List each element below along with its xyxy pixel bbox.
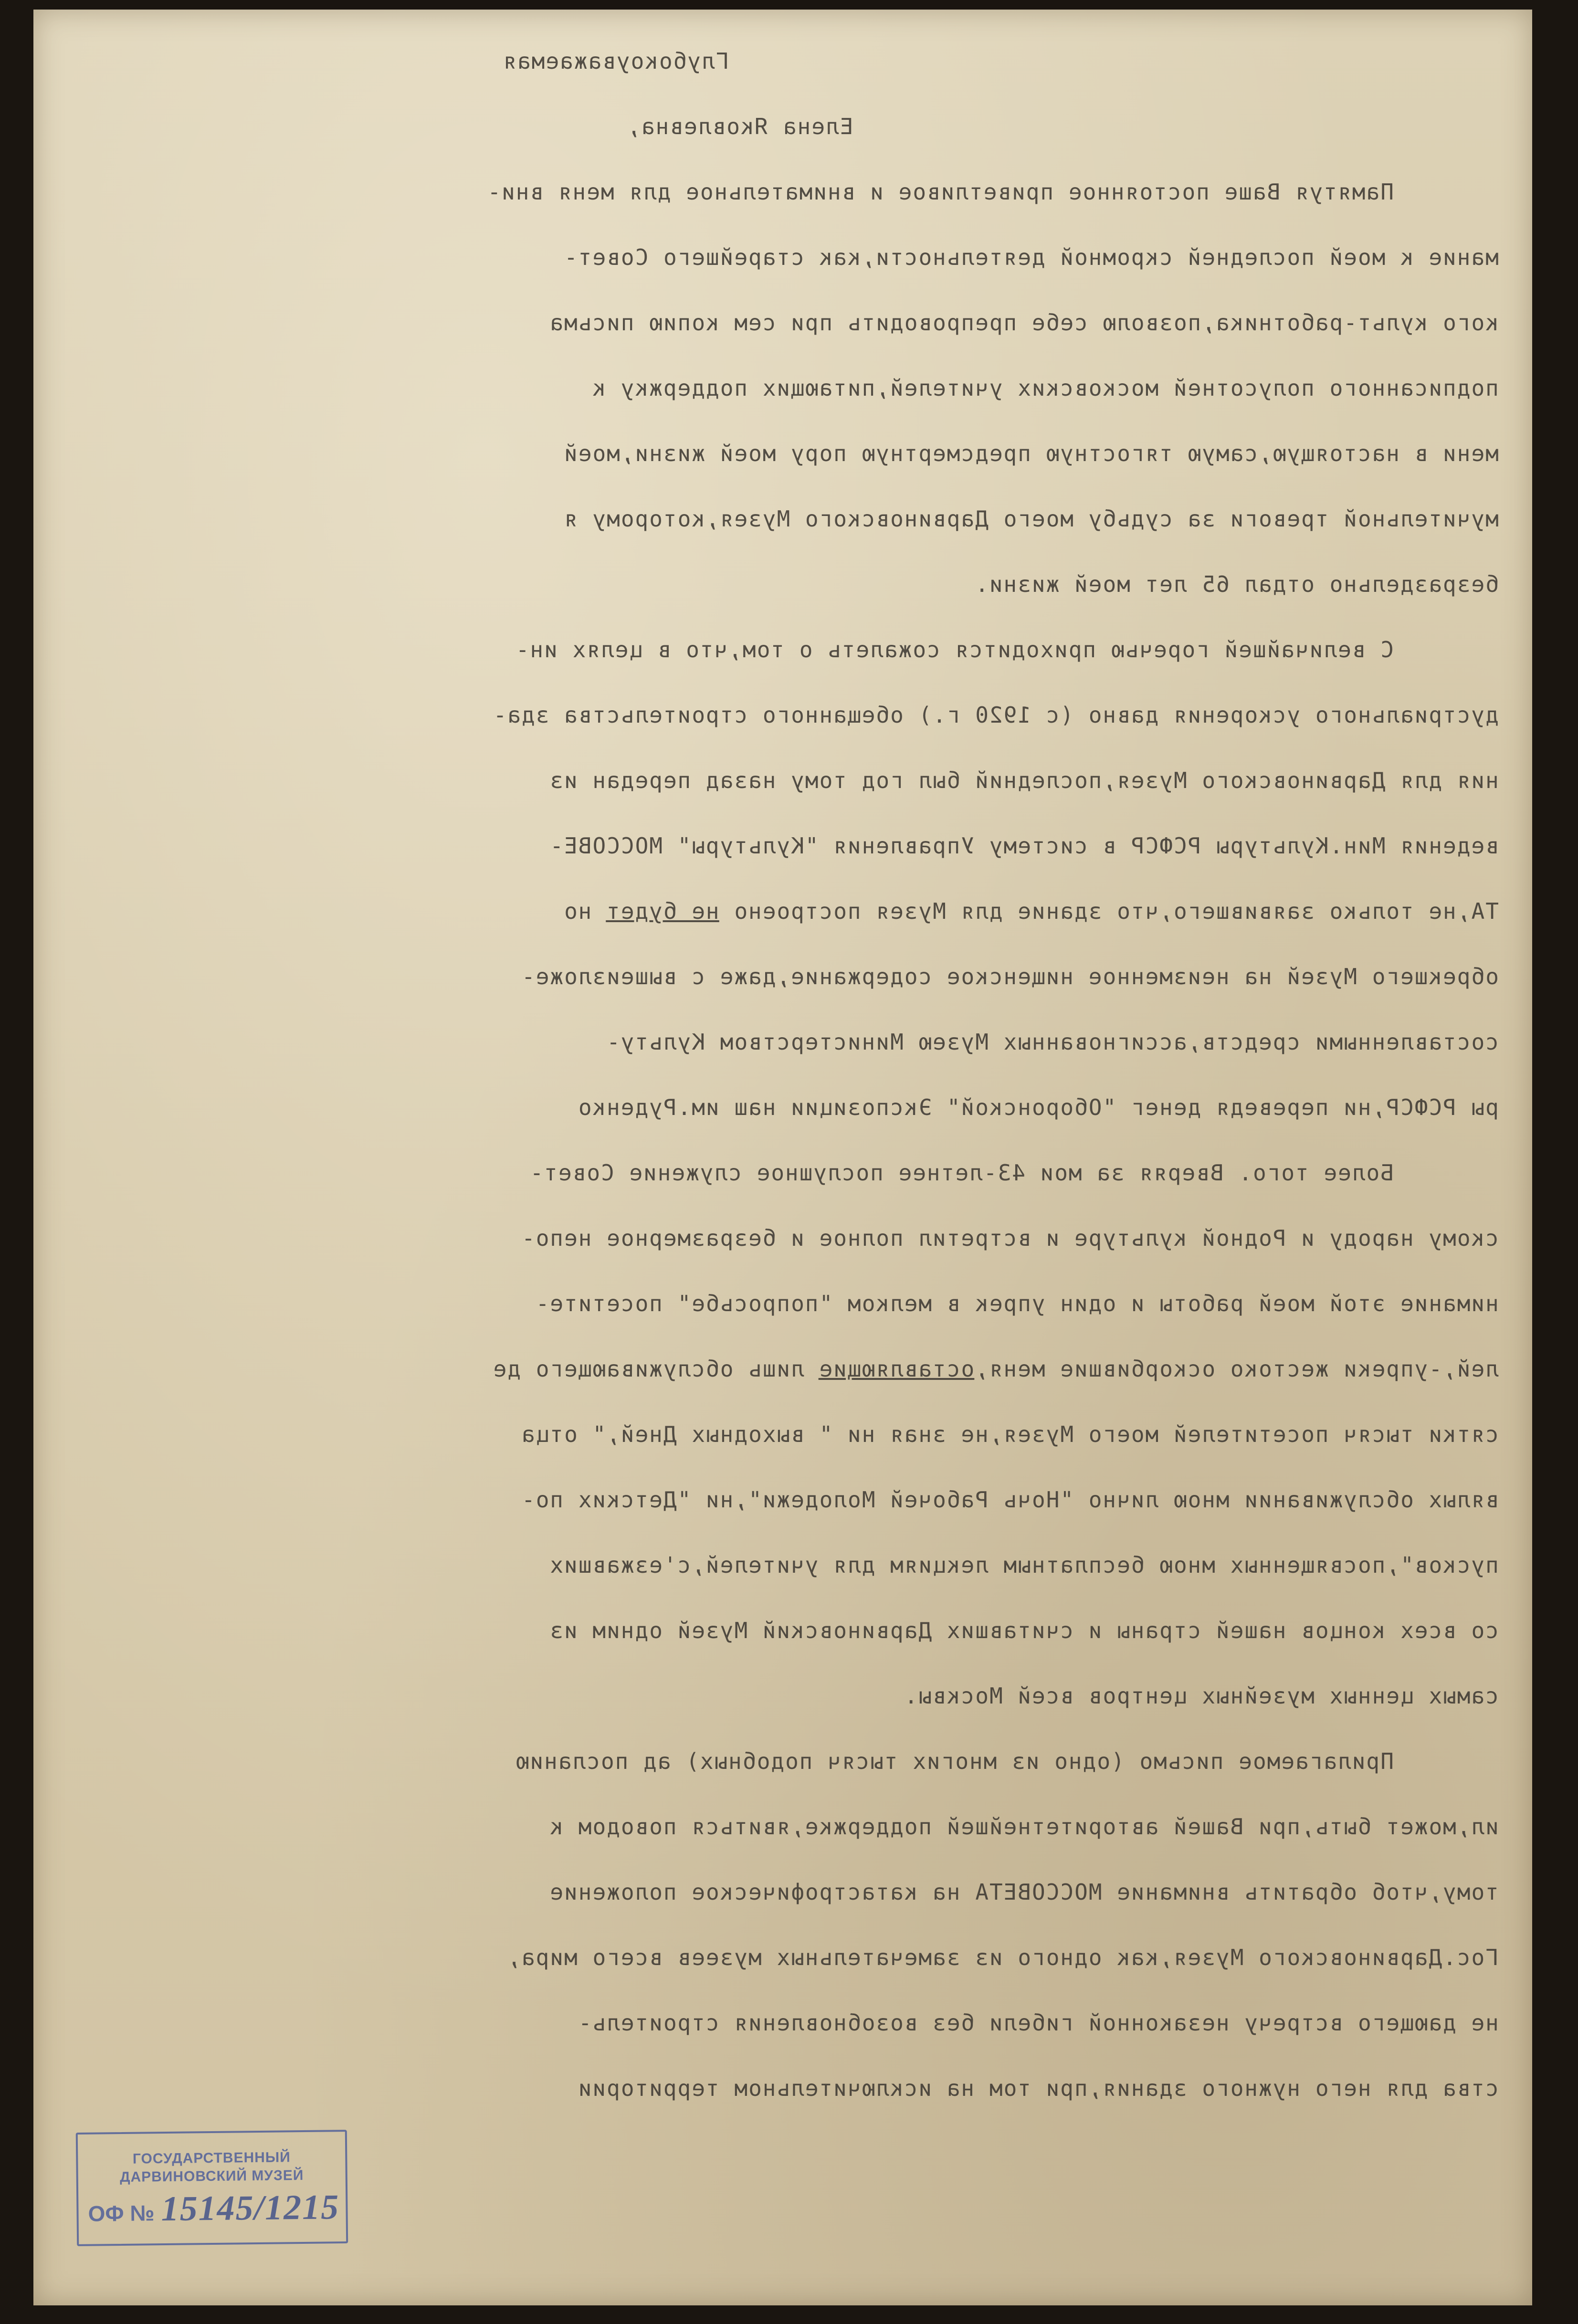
paragraph-3-line: тому,чтоб обратить внимание МОССОВЕТА на катастрофическое положение [549, 1879, 1499, 1905]
paragraph-3-line: Гос.Дарвиновского Музея,как одного из замечательных музеев всего мира, [506, 1945, 1499, 1970]
paragraph-2-line: Более того. Вверяя за мои 43-летнее послушное служение Совет- [529, 1160, 1394, 1186]
paragraph-3-line: не дающего встречу незаконной гибели без возобновления строитель- [577, 2010, 1499, 2036]
paragraph-3-line: Прилагаемое письмо (одно из многих тысяч подобных) ад посланию [515, 1748, 1394, 1774]
stamp-number-row [88, 2188, 340, 2233]
paragraph-1-line: безраздельно отдал 65 лет моей жизни. [974, 571, 1499, 597]
paragraph-2-line: пусков",посвященных мною бесплатным лекциям для учителей,с'езжавших [549, 1552, 1499, 1578]
paragraph-2-line: составленными средств,ассигнованных Музею Министерством Культу- [606, 1029, 1499, 1055]
paragraph-2-line: лей,-упреки жестоко оскорбившие меня,оставляющие лишь обслуживающего де [492, 1356, 1499, 1382]
paragraph-3-line: ства для него нужного здания,при том на исключительном территории [577, 2075, 1499, 2101]
paragraph-1-line: мени в настоящую,самую тягостную предсмертную пору моей жизни,моей [563, 441, 1499, 466]
paragraph-2-line: нимание этой моей работы и один упрек в мелком "попросьбе" посетите- [535, 1291, 1499, 1316]
paragraph-2-line: вялых обслуживании мною лично "Ночь Рабочей Молодежи",ни "Детских по- [521, 1487, 1499, 1513]
paragraph-2-line: обрекшего Музей на неизменное нищенское содержание,даже с вышеизложе- [521, 964, 1499, 989]
paragraph-1-line: Памятуя Ваше постоянное приветливое и внимательное для меня вни- [486, 179, 1394, 205]
paragraph-1-line: мучительной тревоги за судьбу моего Дарвиновского Музея,которому я [563, 506, 1499, 532]
paragraph-2-line: дустриального ускорения давно (с 1920 г.) обещанного строительства зда- [492, 702, 1499, 728]
museum-inventory-stamp [76, 2130, 348, 2246]
stamp-number-label: ОФ № [88, 2200, 155, 2226]
paragraph-2-line: сятки тысяч посетителей моего Музея,не зная ни " выходных Дней," отца [521, 1421, 1499, 1447]
paragraph-2-line: ния для Дарвиновского Музея,последний был год тому назад передан из [549, 768, 1499, 793]
paragraph-3-line: ил,может быть,при Вашей авторитетнейшей поддержке,явиться поводом к [549, 1814, 1499, 1840]
stamp-line-state: ГОСУДАРСТВЕННЫЙ [132, 2149, 291, 2167]
paragraph-2-line: ТА,не только заявившего,что здание для Музея построено не будет но [563, 898, 1499, 924]
paragraph-2-line: скому народу и Родной культуре и встретил полное и безразмерное непо- [521, 1225, 1499, 1251]
paragraph-2-line: со всех концов нашей страны и считавших Дарвиновский Музей одним из [549, 1618, 1499, 1643]
letter-salutation: Елена Яковлевна, [626, 114, 853, 139]
typewritten-text [67, 29, 1499, 2121]
stamp-line-museum: ДАРВИНОВСКИЙ МУЗЕЙ [119, 2167, 304, 2186]
underlined-word-inline: оставляющие [818, 1356, 975, 1382]
paragraph-2-line: С величайшей горечью приходится сожалеть о том,что в целях ин- [515, 637, 1394, 662]
paragraph-1-line: кого культ-работника,позволю себе препроводить при сем копию письма [549, 310, 1499, 336]
underlined-word-inline: не будет [606, 898, 719, 924]
paragraph-1-line: подписанного полусотней московских учителей,питающих поддержку к [591, 375, 1499, 401]
paragraph-2-line: ведения Мин.Культуры РСФСР в систему Управления "Культуры" МОССОВЕ- [549, 833, 1499, 859]
document-page [33, 10, 1532, 2305]
paragraph-2-line: ры РСФСР,ни переведя денег "Оборонской" Экспозиции наш им.Руденко [577, 1094, 1499, 1120]
paragraph-2-line: самых ценных музейных центров всей Москвы. [903, 1683, 1499, 1709]
paragraph-1-line: мание к моей последней скромной деятельности,как старейшего Совет- [563, 244, 1499, 270]
stamp-number-value: 15145/1215 [161, 2187, 340, 2229]
letter-heading: Глубокоуважаемая [502, 48, 729, 74]
